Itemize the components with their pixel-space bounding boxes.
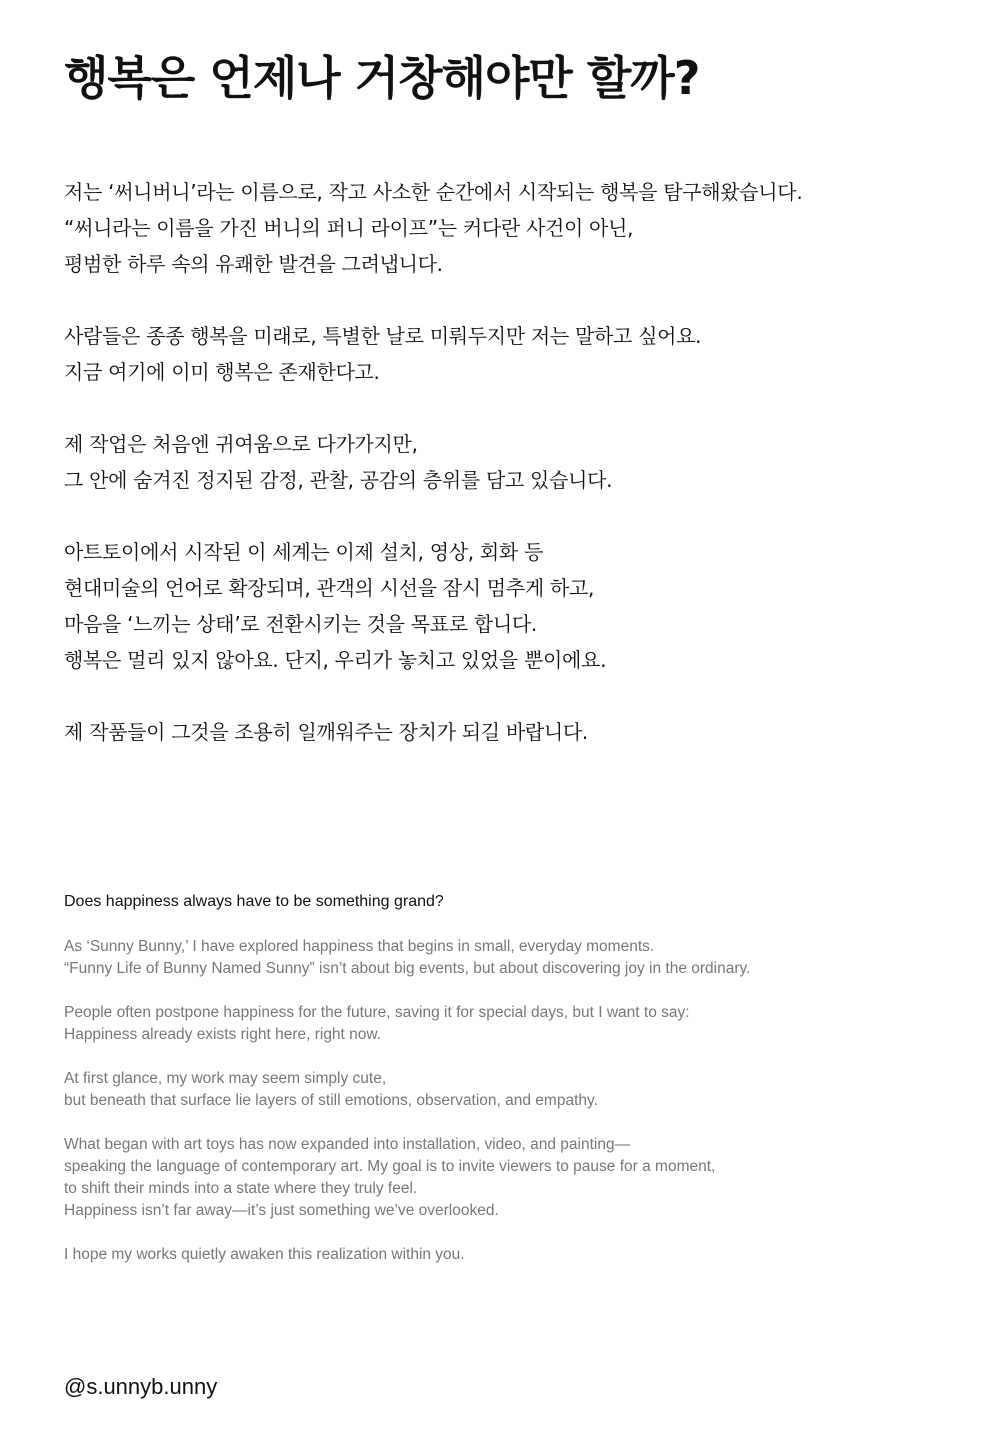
korean-paragraph-1 — [64, 174, 944, 282]
english-line: People often postpone happiness for the future, saving it for special days, but I want to say: — [64, 1004, 690, 1021]
korean-line: 현대미술의 언어로 확장되며, 관객의 시선을 잠시 멈추게 하고, — [64, 576, 595, 600]
english-paragraph-3 — [64, 1068, 944, 1112]
korean-line: 평범한 하루 속의 유쾌한 발견을 그려냅니다. — [64, 252, 443, 276]
english-line: but beneath that surface lie layers of still emotions, observation, and empathy. — [64, 1092, 598, 1109]
korean-line: 저는 ‘써니버니’라는 이름으로, 작고 사소한 순간에서 시작되는 행복을 탐구해왔습니다. — [64, 180, 803, 204]
english-statement — [64, 890, 944, 1288]
english-line: What began with art toys has now expanded into installation, video, and painting— — [64, 1136, 631, 1153]
korean-line: 그 안에 숨겨진 정지된 감정, 관찰, 공감의 층위를 담고 있습니다. — [64, 468, 613, 492]
english-line: Happiness already exists right here, right now. — [64, 1026, 382, 1043]
korean-paragraph-2 — [64, 318, 944, 390]
korean-line: 제 작업은 처음엔 귀여움으로 다가가지만, — [64, 432, 418, 456]
korean-statement — [64, 174, 944, 786]
english-heading: Does happiness always have to be something grand? — [64, 893, 444, 910]
page-title: 행복은 언제나 거창해야만 할까? — [64, 51, 700, 105]
english-line: to shift their minds into a state where they truly feel. — [64, 1180, 418, 1197]
english-line: I hope my works quietly awaken this realization within you. — [64, 1246, 465, 1263]
english-line: At first glance, my work may seem simply cute, — [64, 1070, 387, 1087]
english-paragraph-1 — [64, 936, 944, 980]
korean-line: 제 작품들이 그것을 조용히 일깨워주는 장치가 되길 바랍니다. — [64, 720, 588, 744]
english-paragraph-2 — [64, 1002, 944, 1046]
korean-line: “써니라는 이름을 가진 버니의 퍼니 라이프”는 커다란 사건이 아닌, — [64, 216, 634, 240]
korean-line: 행복은 멀리 있지 않아요. 단지, 우리가 놓치고 있었을 뿐이에요. — [64, 648, 607, 672]
english-paragraph-5 — [64, 1244, 944, 1266]
english-line: speaking the language of contemporary art. My goal is to invite viewers to pause for a moment, — [64, 1158, 716, 1175]
korean-paragraph-3 — [64, 426, 944, 498]
korean-paragraph-5 — [64, 714, 944, 750]
korean-line: 아트토이에서 시작된 이 세계는 이제 설치, 영상, 회화 등 — [64, 540, 544, 564]
english-line: As ‘Sunny Bunny,’ I have explored happiness that begins in small, everyday moments. — [64, 938, 655, 955]
english-line: “Funny Life of Bunny Named Sunny” isn’t about big events, but about discovering joy in the ordinary. — [64, 960, 751, 977]
korean-line: 마음을 ‘느끼는 상태’로 전환시키는 것을 목표로 합니다. — [64, 612, 537, 636]
korean-line: 지금 여기에 이미 행복은 존재한다고. — [64, 360, 380, 384]
korean-line: 사람들은 종종 행복을 미래로, 특별한 날로 미뤄두지만 저는 말하고 싶어요. — [64, 324, 702, 348]
korean-paragraph-4 — [64, 534, 944, 678]
english-paragraph-4 — [64, 1134, 944, 1222]
social-handle: @s.unnyb.unny — [64, 1374, 218, 1399]
english-line: Happiness isn’t far away—it’s just something we’ve overlooked. — [64, 1202, 499, 1219]
